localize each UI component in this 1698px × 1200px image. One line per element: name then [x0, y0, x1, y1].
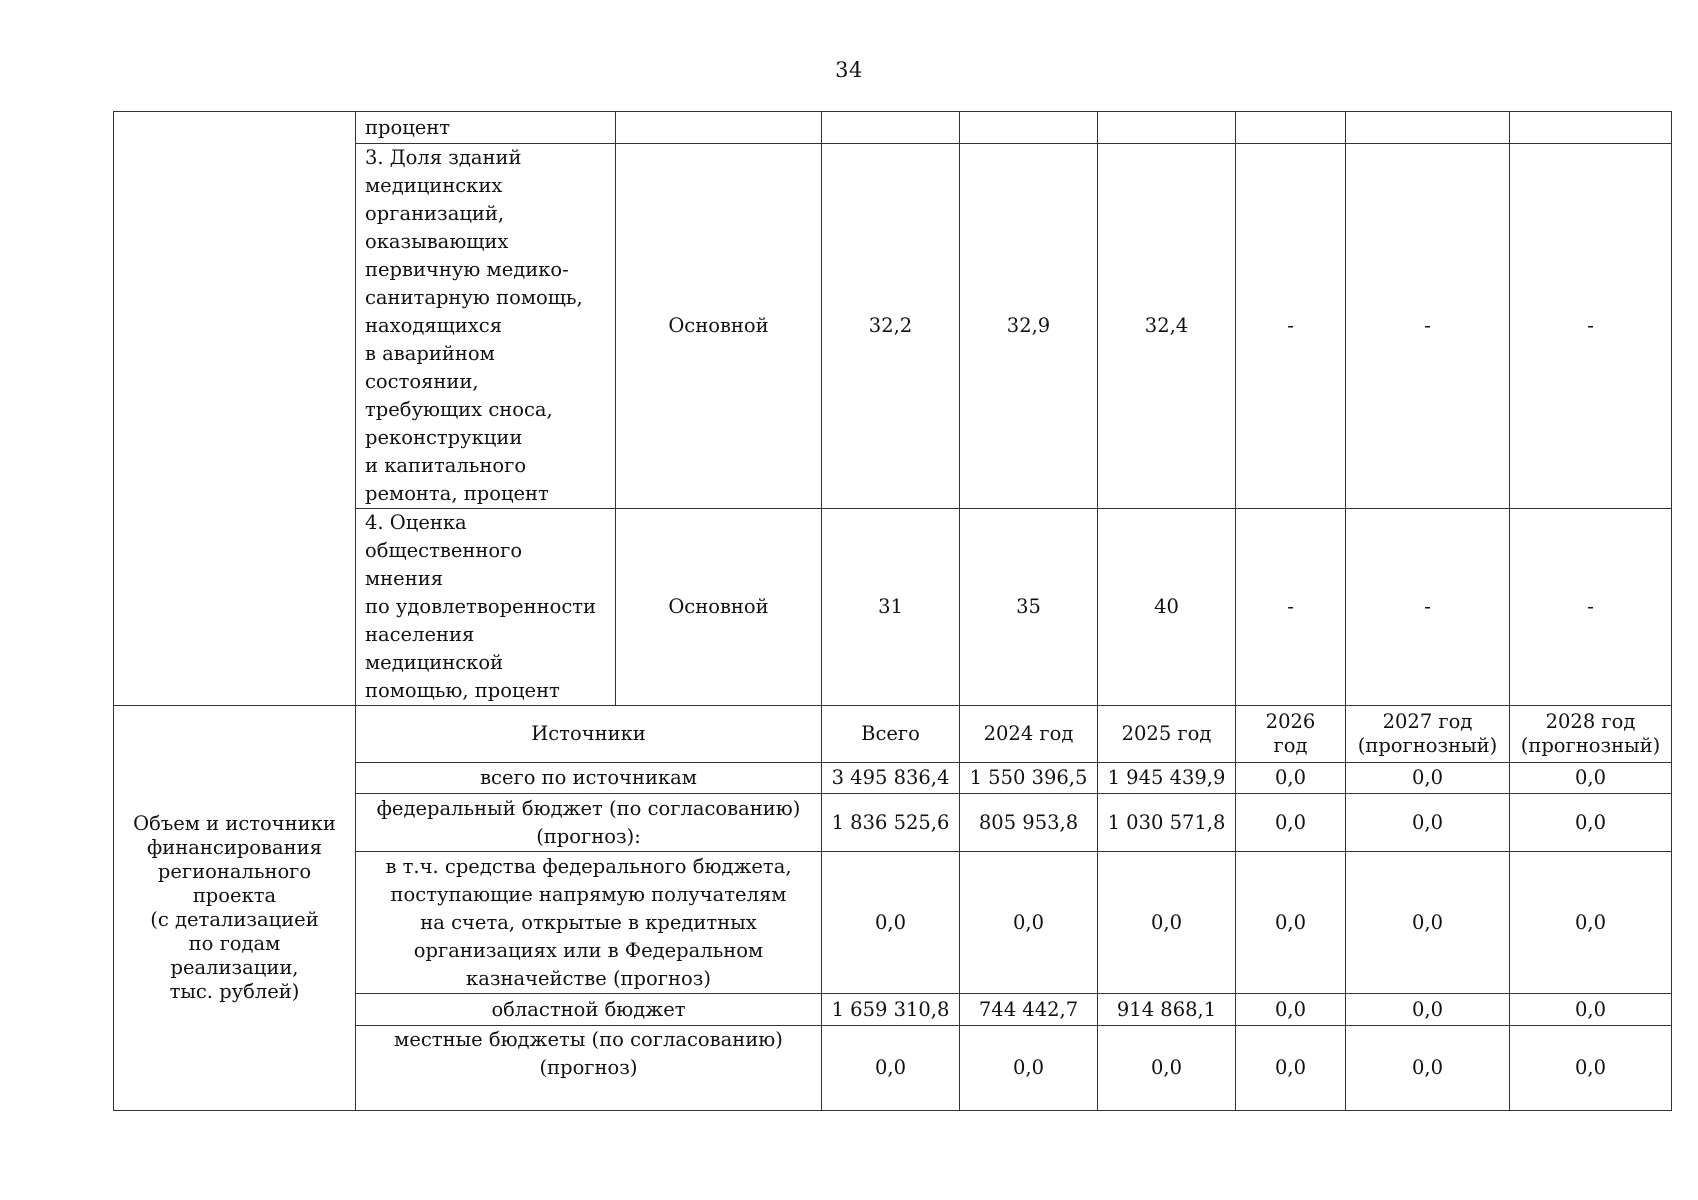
finance-value: 0,0: [1346, 852, 1510, 994]
indicator-type: Основной: [616, 144, 822, 509]
finance-value: 0,0: [822, 1026, 960, 1111]
finance-value: 0,0: [1510, 994, 1672, 1026]
finance-value: 0,0: [822, 852, 960, 994]
indicator-name: 3. Доля зданий медицинских организаций, оказывающих первичную медико- санитарную помощь, находящихся в аварийном состоянии, требующих сноса, реконструкции и капитального ремонта, процент: [356, 144, 616, 509]
finance-source: областной бюджет: [356, 994, 822, 1026]
finance-value: 1 030 571,8: [1098, 794, 1236, 852]
indicator-value: -: [1510, 509, 1672, 706]
finance-label: Объем и источники финансирования регионального проекта (с детализацией по годам реализации, тыс. рублей): [114, 706, 356, 1111]
finance-value: 0,0: [1346, 763, 1510, 794]
finance-value: 744 442,7: [960, 994, 1098, 1026]
finance-value: 1 945 439,9: [1098, 763, 1236, 794]
indicator-value: -: [1346, 509, 1510, 706]
finance-value: 0,0: [1236, 994, 1346, 1026]
indicator-value: 32,2: [822, 144, 960, 509]
finance-value: 0,0: [1098, 1026, 1236, 1111]
finance-value: 914 868,1: [1098, 994, 1236, 1026]
finance-value: 0,0: [1236, 763, 1346, 794]
finance-value: 0,0: [1236, 852, 1346, 994]
indicator-type: [616, 112, 822, 144]
indicator-row: [114, 112, 1672, 144]
indicator-value: [1510, 112, 1672, 144]
indicator-value: 31: [822, 509, 960, 706]
page-number: 34: [835, 58, 863, 82]
col-header-2024: 2024 год: [960, 706, 1098, 763]
col-header-total: Всего: [822, 706, 960, 763]
finance-value: 805 953,8: [960, 794, 1098, 852]
finance-value: 0,0: [1510, 1026, 1672, 1111]
col-header-sources: Источники: [356, 706, 822, 763]
col-header-2026: 2026 год: [1236, 706, 1346, 763]
finance-header-row: [114, 706, 1672, 763]
indicator-value: [960, 112, 1098, 144]
finance-value: 0,0: [1346, 794, 1510, 852]
finance-value: 0,0: [1510, 763, 1672, 794]
finance-value: 0,0: [1346, 1026, 1510, 1111]
finance-value: 1 659 310,8: [822, 994, 960, 1026]
empty-label-cell: [114, 112, 356, 706]
col-header-2027: 2027 год (прогнозный): [1346, 706, 1510, 763]
finance-source: федеральный бюджет (по согласованию) (прогноз):: [356, 794, 822, 852]
finance-source: всего по источникам: [356, 763, 822, 794]
indicator-value: [1346, 112, 1510, 144]
indicator-value: 32,4: [1098, 144, 1236, 509]
indicator-value: [1236, 112, 1346, 144]
indicator-type: Основной: [616, 509, 822, 706]
finance-value: 0,0: [1236, 1026, 1346, 1111]
indicator-value: -: [1510, 144, 1672, 509]
col-header-2028: 2028 год (прогнозный): [1510, 706, 1672, 763]
indicator-value: 40: [1098, 509, 1236, 706]
project-passport-table: [113, 111, 1672, 1111]
indicator-value: -: [1346, 144, 1510, 509]
indicator-value: 32,9: [960, 144, 1098, 509]
finance-value: 0,0: [1098, 852, 1236, 994]
finance-source: в т.ч. средства федерального бюджета, поступающие напрямую получателям на счета, открытые в кредитных организациях или в Федеральном казначействе (прогноз): [356, 852, 822, 994]
finance-value: 0,0: [960, 1026, 1098, 1111]
indicator-value: [822, 112, 960, 144]
indicator-value: -: [1236, 144, 1346, 509]
indicator-value: [1098, 112, 1236, 144]
finance-value: 0,0: [960, 852, 1098, 994]
finance-value: 0,0: [1510, 794, 1672, 852]
indicator-name: 4. Оценка общественного мнения по удовлетворенности населения медицинской помощью, процент: [356, 509, 616, 706]
finance-value: 1 836 525,6: [822, 794, 960, 852]
indicator-value: 35: [960, 509, 1098, 706]
col-header-2025: 2025 год: [1098, 706, 1236, 763]
finance-source: местные бюджеты (по согласованию) (прогноз): [356, 1026, 822, 1111]
indicator-value: -: [1236, 509, 1346, 706]
finance-value: 3 495 836,4: [822, 763, 960, 794]
finance-value: 0,0: [1346, 994, 1510, 1026]
indicator-name: процент: [356, 112, 616, 144]
finance-value: 1 550 396,5: [960, 763, 1098, 794]
finance-value: 0,0: [1236, 794, 1346, 852]
finance-value: 0,0: [1510, 852, 1672, 994]
